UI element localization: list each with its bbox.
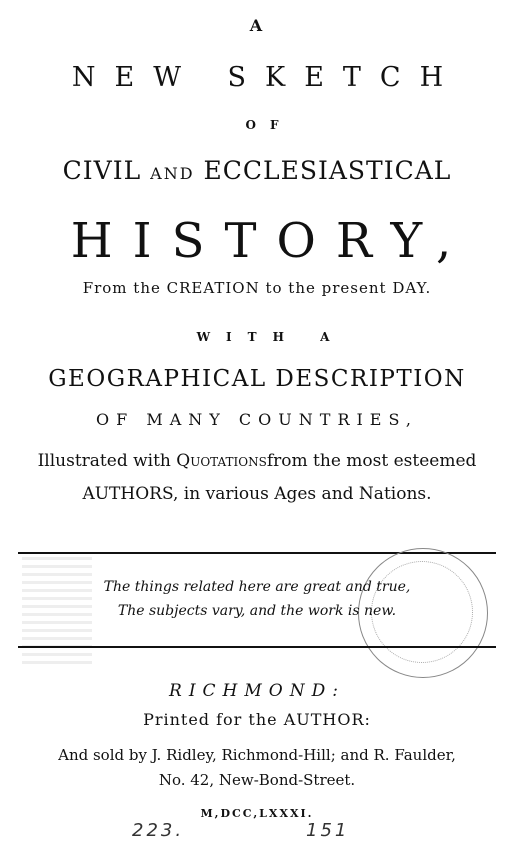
imprint-address: No. 42, New-Bond-Street.	[158, 771, 356, 789]
illustrated-suffix: from the most esteemed	[266, 451, 477, 471]
with-a: WITH A	[196, 330, 346, 344]
handwritten-shelfmark-2: 151	[306, 820, 350, 841]
title-of: OF	[245, 118, 293, 132]
geographical-description: GEOGRAPHICAL DESCRIPTION	[48, 366, 466, 392]
imprint-sold-by: And sold by J. Ridley, Richmond-Hill; and R. Faulder,	[58, 746, 456, 764]
article-a: A	[249, 16, 265, 35]
epigraph-line-1: The things related here are great and true,	[103, 579, 411, 595]
illustrated-with-quotations	[0, 451, 514, 471]
title-new-sketch: NEW SKETCH	[71, 62, 463, 93]
quotations-small-caps: Quotations	[176, 451, 267, 471]
bottom-rule	[18, 646, 496, 648]
authors-line: AUTHORS, in various Ages and Nations.	[82, 484, 432, 504]
imprint-place: RICHMOND:	[169, 681, 345, 701]
imprint-date: M,DCC,LXXXI.	[200, 807, 314, 820]
civil-text: CIVIL	[62, 156, 142, 185]
subtitle-from-creation: From the CREATION to the present DAY.	[82, 279, 432, 297]
ecclesiastical-text: ECCLESIASTICAL	[203, 156, 452, 185]
title-history: HISTORY,	[70, 213, 472, 269]
title-civil-ecclesiastical	[0, 156, 514, 185]
and-small-caps: AND	[150, 164, 195, 183]
illustrated-prefix: Illustrated with	[37, 451, 171, 471]
handwritten-shelfmark: 223.	[132, 820, 185, 841]
epigraph-line-2: The subjects vary, and the work is new.	[117, 603, 397, 619]
imprint-printed-for: Printed for the AUTHOR:	[143, 710, 371, 729]
of-many-countries: OF MANY COUNTRIES,	[96, 410, 418, 429]
